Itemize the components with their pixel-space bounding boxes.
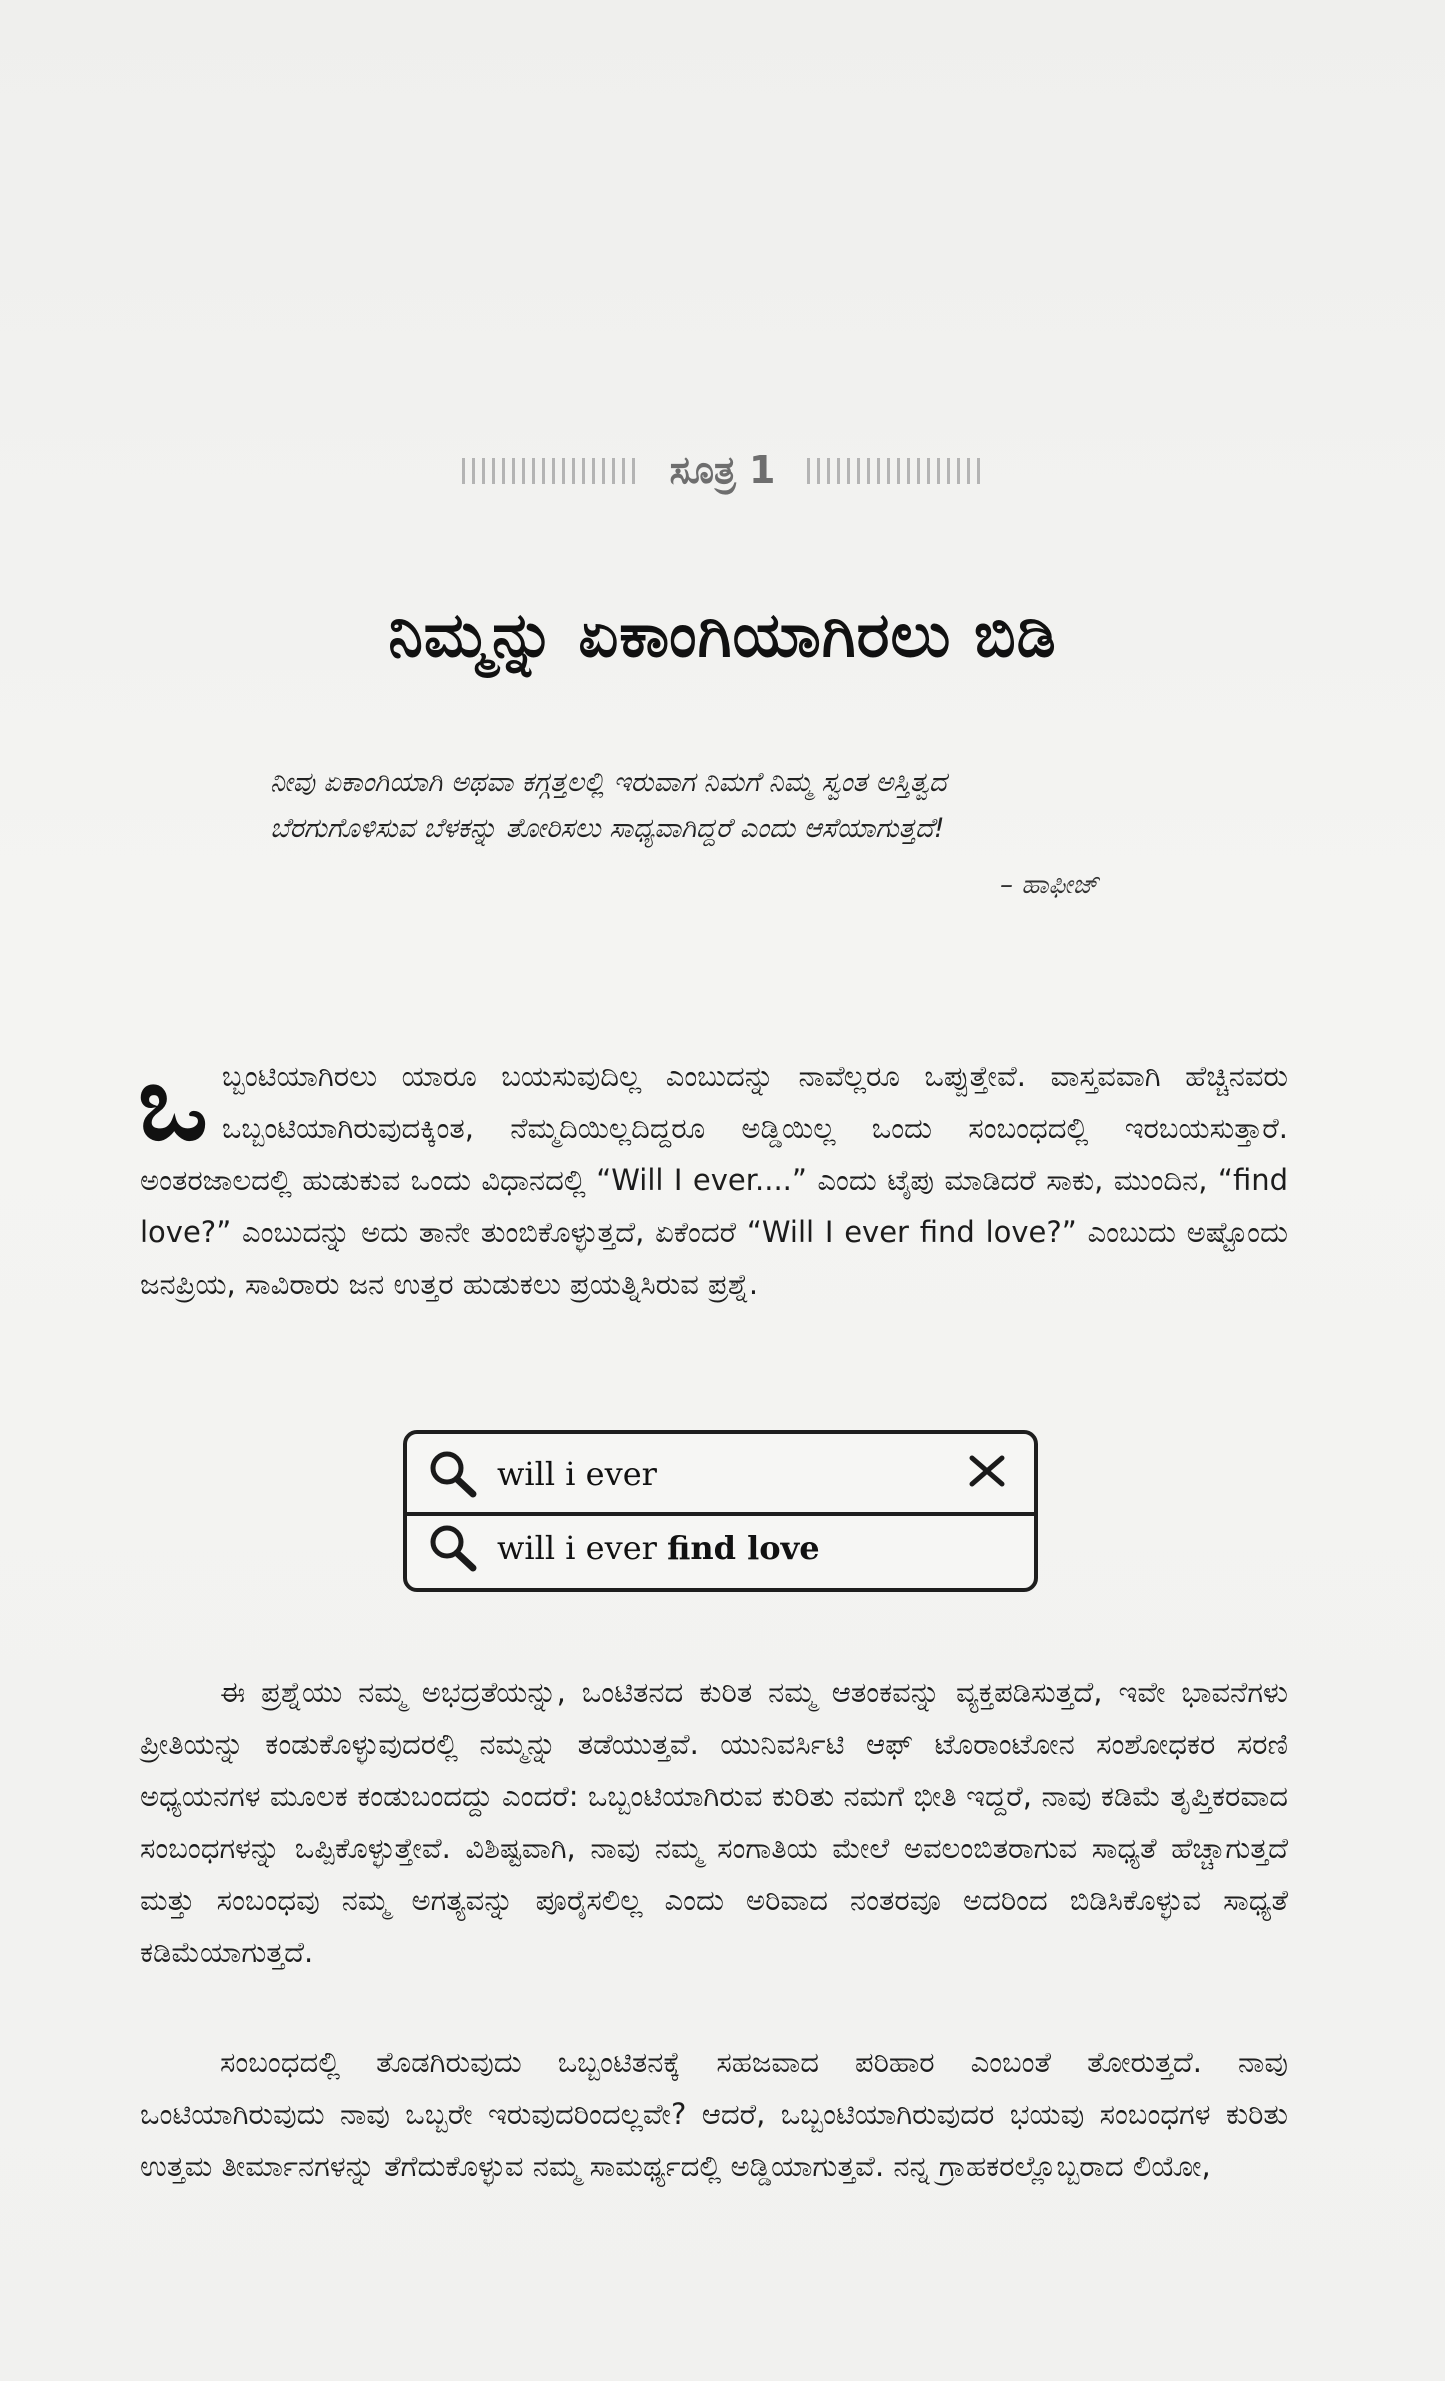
paragraph-1-text: ಬ್ಬಂಟಿಯಾಗಿರಲು ಯಾರೂ ಬಯಸುವುದಿಲ್ಲ ಎಂಬುದನ್ನು ನಾವೆಲ್ಲರೂ ಒಪ್ಪುತ್ತೇವೆ. ವಾಸ್ತವವಾಗಿ ಹೆಚ್ಚಿನವರು ಒಬ್ಬಂಟಿಯಾಗಿರುವುದಕ್ಕಿಂತ, ನೆಮ್ಮದಿಯಿಲ್ಲದಿದ್ದರೂ ಅಡ್ಡಿಯಿಲ್ಲ ಒಂದು ಸಂಬಂಧದಲ್ಲಿ ಇರಬಯಸುತ್ತಾರೆ. ಅಂತರಜಾಲದಲ್ಲಿ ಹುಡುಕುವ ಒಂದು ವಿಧಾನದಲ್ಲಿ “Will I ever....” ಎಂದು ಟೈಪು ಮಾಡಿದರೆ ಸಾಕು, ಮುಂದಿನ, “find love?” ಎಂಬುದನ್ನು ಅದು ತಾನೇ ತುಂಬಿಕೊಳ್ಳುತ್ತದೆ, ಏಕೆಂದರೆ “Will I ever find love?” ಎಂಬುದು ಅಷ್ಟೊಂದು ಜನಪ್ರಿಯ, ಸಾವಿರಾರು ಜನ ಉತ್ತರ ಹುಡುಕಲು ಪ್ರಯತ್ನಿಸಿರುವ ಪ್ರಶ್ನೆ.	[140, 1059, 1288, 1301]
epigraph-line-1: ನೀವು ಏಕಾಂಗಿಯಾಗಿ ಅಥವಾ ಕಗ್ಗತ್ತಲಲ್ಲಿ ಇರುವಾಗ ನಿಮಗೆ ನಿಮ್ಮ ಸ್ವಂತ ಅಸ್ತಿತ್ವದ	[270, 767, 947, 798]
paragraph-3: ಸಂಬಂಧದಲ್ಲಿ ತೊಡಗಿರುವುದು ಒಬ್ಬಂಟಿತನಕ್ಕೆ ಸಹಜವಾದ ಪರಿಹಾರ ಎಂಬಂತೆ ತೋರುತ್ತದೆ. ನಾವು ಒಂಟಿಯಾಗಿರುವುದು ನಾವು ಒಬ್ಬರೇ ಇರುವುದರಿಂದಲ್ಲವೇ? ಆದರೆ, ಒಬ್ಬಂಟಿಯಾಗಿರುವುದರ ಭಯವು ಸಂಬಂಧಗಳ ಕುರಿತು ಉತ್ತಮ ತೀರ್ಮಾನಗಳನ್ನು ತೆಗೆದುಕೊಳ್ಳುವ ನಮ್ಮ ಸಾಮರ್ಥ್ಯದಲ್ಲಿ ಅಡ್ಡಿಯಾಗುತ್ತವೆ. ನನ್ನ ಗ್ರಾಹಕರಲ್ಲೊಬ್ಬರಾದ ಲಿಯೋ,	[140, 2045, 1288, 2183]
chapter-marker	[0, 448, 1445, 493]
decorative-ticks-right	[807, 458, 983, 484]
search-suggestion-row	[407, 1512, 1034, 1584]
paragraph-2: ಈ ಪ್ರಶ್ನೆಯು ನಮ್ಮ ಅಭದ್ರತೆಯನ್ನು, ಒಂಟಿತನದ ಕುರಿತ ನಮ್ಮ ಆತಂಕವನ್ನು ವ್ಯಕ್ತಪಡಿಸುತ್ತದೆ, ಇವೇ ಭಾವನೆಗಳು ಪ್ರೀತಿಯನ್ನು ಕಂಡುಕೊಳ್ಳುವುದರಲ್ಲಿ ನಮ್ಮನ್ನು ತಡೆಯುತ್ತವೆ. ಯುನಿವರ್ಸಿಟಿ ಆಫ್ ಟೊರಾಂಟೋನ ಸಂಶೋಧಕರ ಸರಣಿ ಅಧ್ಯಯನಗಳ ಮೂಲಕ ಕಂಡುಬಂದದ್ದು ಎಂದರೆ: ಒಬ್ಬಂಟಿಯಾಗಿರುವ ಕುರಿತು ನಮಗೆ ಭೀತಿ ಇದ್ದರೆ, ನಾವು ಕಡಿಮೆ ತೃಪ್ತಿಕರವಾದ ಸಂಬಂಧಗಳನ್ನು ಒಪ್ಪಿಕೊಳ್ಳುತ್ತೇವೆ. ವಿಶಿಷ್ಟವಾಗಿ, ನಾವು ನಮ್ಮ ಸಂಗಾತಿಯ ಮೇಲೆ ಅವಲಂಬಿತರಾಗುವ ಸಾಧ್ಯತೆ ಹೆಚ್ಚಾಗುತ್ತದೆ ಮತ್ತು ಸಂಬಂಧವು ನಮ್ಮ ಅಗತ್ಯವನ್ನು ಪೂರೈಸಲಿಲ್ಲ ಎಂದು ಅರಿವಾದ ನಂತರವೂ ಅದರಿಂದ ಬಿಡಿಸಿಕೊಳ್ಳುವ ಸಾಧ್ಯತೆ ಕಡಿಮೆಯಾಗುತ್ತದೆ.	[140, 1675, 1288, 1969]
epigraph-line-2: ಬೆರಗುಗೊಳಿಸುವ ಬೆಳಕನ್ನು ತೋರಿಸಲು ಸಾಧ್ಯವಾಗಿದ್ದರೆ ಎಂದು ಆಸೆಯಾಗುತ್ತದೆ!	[270, 813, 945, 844]
search-query-row	[407, 1438, 1034, 1510]
search-suggestion-text	[497, 1529, 820, 1567]
suggestion-bold: find love	[667, 1529, 820, 1567]
search-illustration	[403, 1430, 1038, 1592]
chapter-label: ಸೂತ್ರ 1	[669, 448, 776, 492]
search-query-text: will i ever	[497, 1455, 657, 1493]
epigraph-attribution: – ಹಾಫೀಜ್	[1000, 870, 1099, 900]
paragraph-1	[138, 1042, 1288, 1310]
search-icon	[423, 1446, 487, 1502]
close-icon	[964, 1448, 1010, 1494]
drop-cap: ಒ	[138, 1042, 208, 1164]
decorative-ticks-left	[462, 458, 638, 484]
suggestion-prefix: will i ever	[497, 1529, 668, 1567]
search-icon	[423, 1520, 487, 1576]
chapter-title: ನಿಮ್ಮನ್ನು ಏಕಾಂಗಿಯಾಗಿರಲು ಬಿಡಿ	[388, 598, 1057, 671]
epigraph	[270, 760, 1170, 852]
